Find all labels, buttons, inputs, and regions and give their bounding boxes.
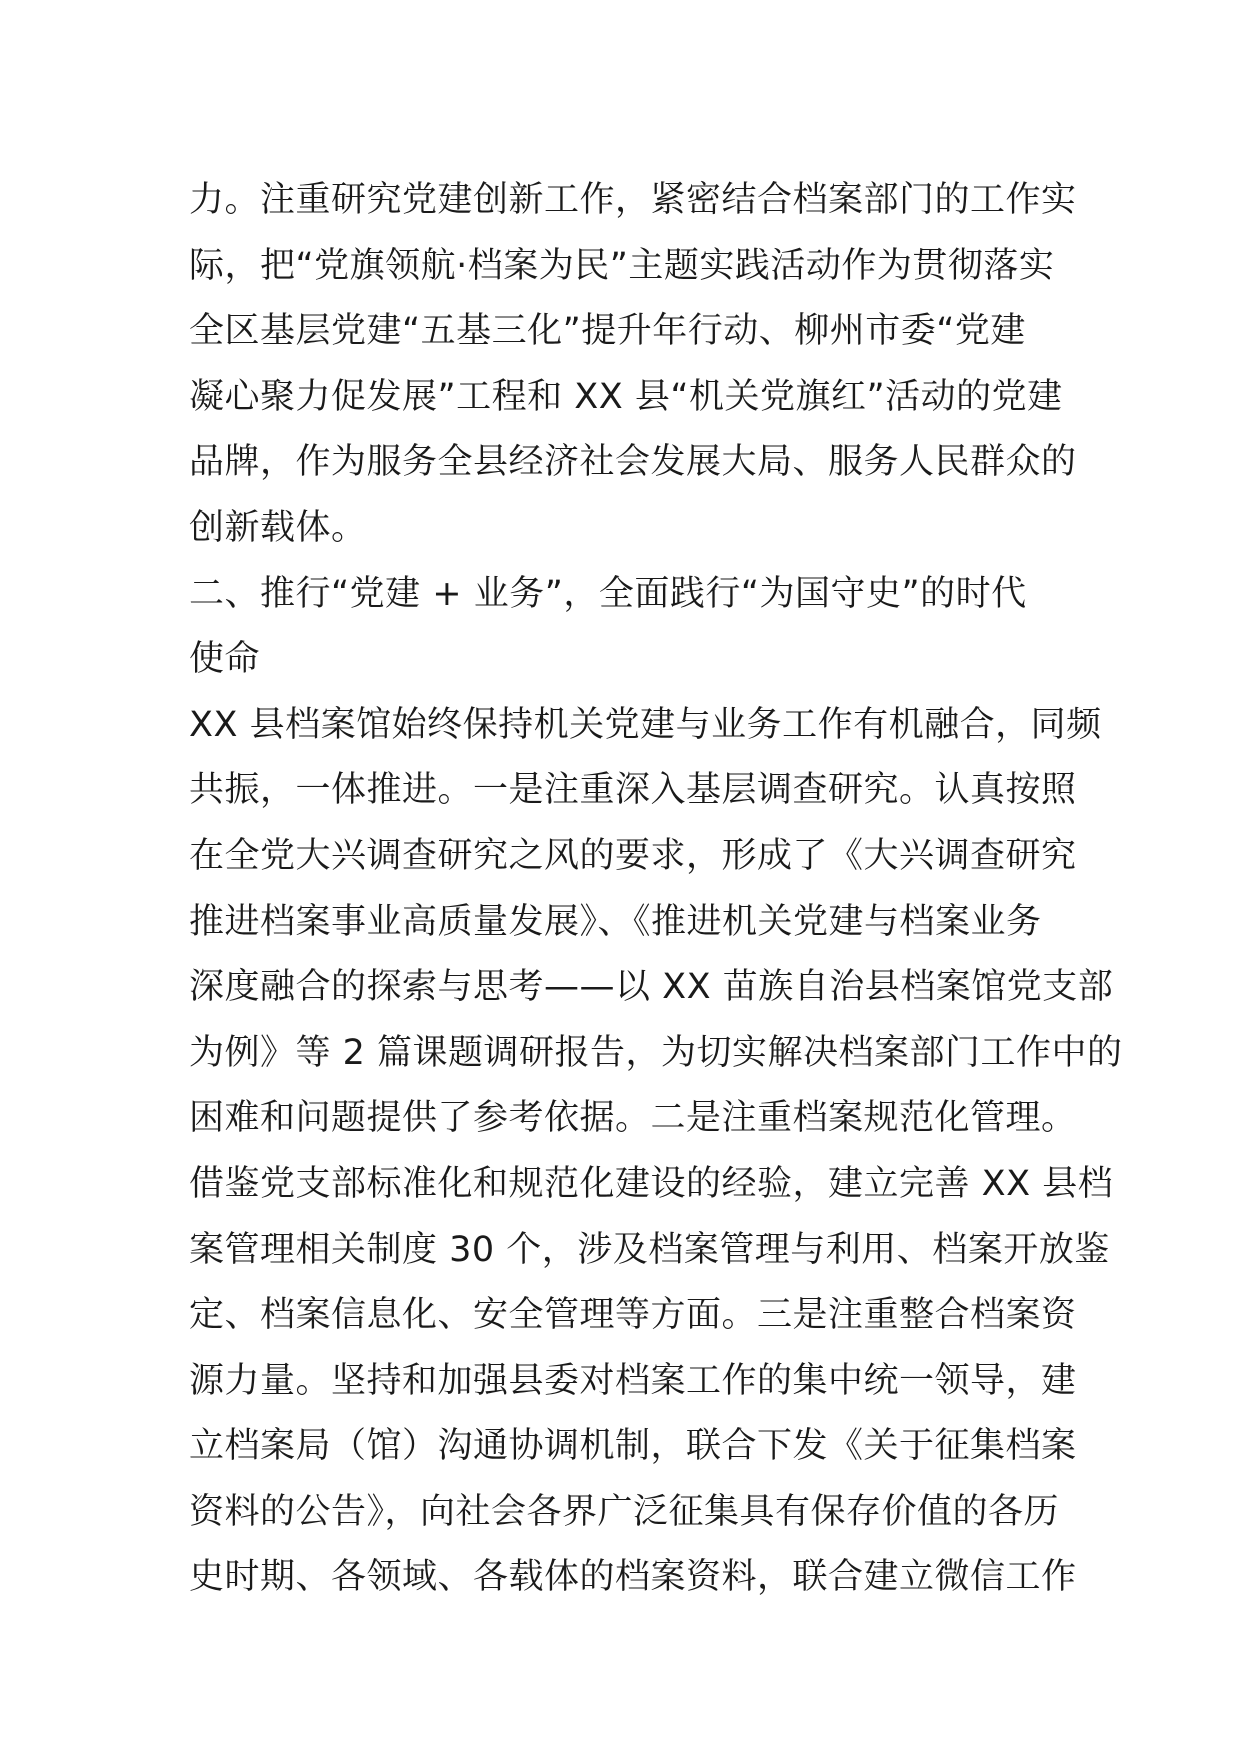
text-line: 在全党大兴调查研究之风的要求，形成了《大兴调查研究 xyxy=(189,835,1077,876)
text-line: 凝心聚力促发展”工程和 XX 县“机关党旗红”活动的党建 xyxy=(189,376,1063,417)
text-line: 际，把“党旗领航·档案为民”主题实践活动作为贯彻落实 xyxy=(189,245,1055,286)
text-line: 立档案局（馆）沟通协调机制，联合下发《关于征集档案 xyxy=(189,1426,1077,1467)
text-line: 共振，一体推进。一是注重深入基层调查研究。认真按照 xyxy=(189,770,1077,811)
text-line: 品牌，作为服务全县经济社会发展大局、服务人民群众的 xyxy=(189,442,1077,483)
section-heading: 使命 xyxy=(189,639,261,680)
text-line: 创新载体。 xyxy=(189,507,367,548)
text-line: 全区基层党建“五基三化”提升年行动、柳州市委“党建 xyxy=(189,311,1026,352)
text-line: XX 县档案馆始终保持机关党建与业务工作有机融合，同频 xyxy=(189,704,1102,745)
text-line: 深度融合的探索与思考——以 XX 苗族自治县档案馆党支部 xyxy=(189,967,1114,1008)
text-line: 史时期、各领域、各载体的档案资料，联合建立微信工作 xyxy=(189,1557,1077,1598)
text-line: 困难和问题提供了参考依据。二是注重档案规范化管理。 xyxy=(189,1098,1077,1139)
text-line: 源力量。坚持和加强县委对档案工作的集中统一领导，建 xyxy=(189,1360,1077,1401)
text-line: 为例》等 2 篇课题调研报告，为切实解决档案部门工作中的 xyxy=(189,1032,1123,1073)
text-line: 推进档案事业高质量发展》、《推进机关党建与档案业务 xyxy=(189,901,1042,942)
text-line: 案管理相关制度 30 个，涉及档案管理与利用、档案开放鉴 xyxy=(189,1229,1110,1270)
body-text xyxy=(189,168,1123,1611)
text-line: 资料的公告》，向社会各界广泛征集具有保存价值的各历 xyxy=(189,1491,1060,1532)
text-line: 定、档案信息化、安全管理等方面。三是注重整合档案资 xyxy=(189,1295,1077,1336)
section-heading: 二、推行“党建 + 业务”，全面践行“为国守史”的时代 xyxy=(189,573,1027,614)
text-line: 力。注重研究党建创新工作，紧密结合档案部门的工作实 xyxy=(189,180,1077,220)
text-line: 借鉴党支部标准化和规范化建设的经验，建立完善 XX 县档 xyxy=(189,1163,1114,1204)
